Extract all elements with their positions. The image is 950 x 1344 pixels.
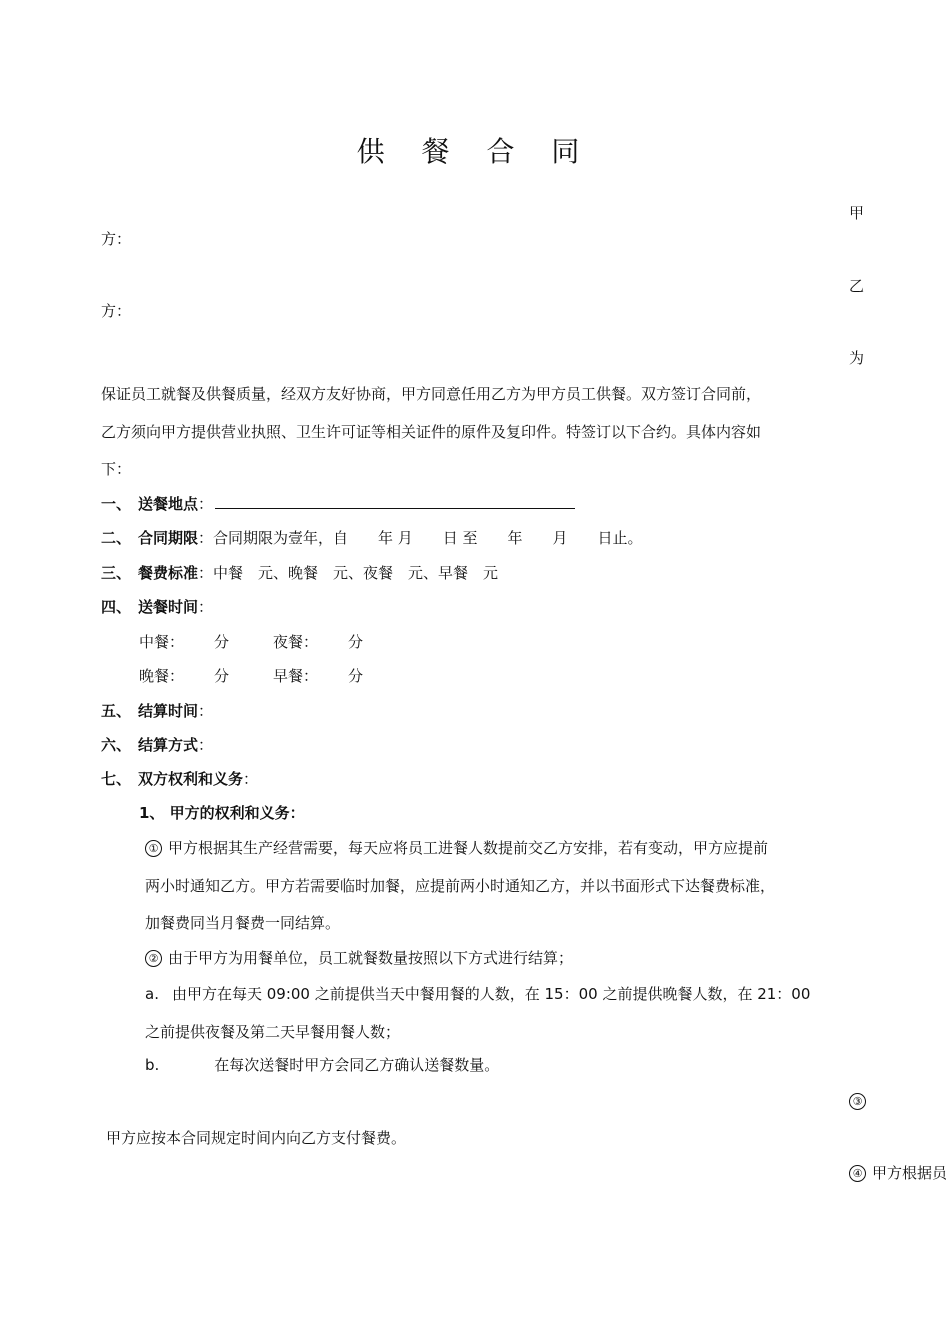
dinner-time-unit: 分 (214, 667, 230, 685)
clause-text: 甲方根据其生产经营需要，每天应将员工进餐人数提前交乙方安排，若有变动，甲方应提前 (168, 839, 769, 857)
clause-3-marker (849, 1091, 872, 1111)
clause-text: 甲方根据员 (872, 1164, 948, 1182)
lunch-time-label: 中餐： (139, 633, 185, 651)
clause-text: 由于甲方为用餐单位，员工就餐数量按照以下方式进行结算； (168, 949, 574, 967)
section-contract-term (101, 528, 643, 548)
night-time-label: 夜餐： (273, 633, 319, 651)
breakfast-time-unit: 分 (348, 667, 364, 685)
time-row-2 (139, 666, 363, 686)
document-title: 供 餐 合 同 (356, 135, 594, 168)
section-number: 一、 (101, 495, 132, 513)
clause-1-line-1 (145, 838, 768, 858)
section-meal-price (101, 563, 498, 583)
section-delivery-time (101, 597, 213, 617)
section-colon: ： (198, 702, 214, 720)
section-delivery-location (101, 494, 575, 514)
clause-1-line-2: 两小时通知乙方。甲方若需要临时加餐，应提前两小时通知乙方，并以书面形式下达餐费标准， (145, 877, 776, 895)
section-settlement-method (101, 735, 213, 755)
section-number: 五、 (101, 702, 132, 720)
item-b-text: 在每次送餐时甲方会同乙方确认送餐数量。 (214, 1056, 500, 1074)
clause-3-text: 甲方应按本合同规定时间内向乙方支付餐费。 (106, 1129, 407, 1147)
section-label: 结算方式 (138, 736, 199, 754)
section-settlement-time (101, 701, 213, 721)
item-a-line-2: 之前提供夜餐及第二天早餐用餐人数； (145, 1023, 401, 1041)
section-colon: ： (198, 736, 214, 754)
section-number: 七、 (101, 770, 132, 788)
delivery-location-blank[interactable] (215, 494, 575, 509)
circled-number-1: ① (145, 840, 162, 857)
circled-number-4: ④ (849, 1165, 866, 1182)
section-colon: ： (198, 598, 214, 616)
clause-2-line-1 (145, 948, 573, 968)
dinner-time-label: 晚餐： (139, 667, 185, 685)
party-a-label: 方： (101, 230, 132, 248)
night-time-unit: 分 (348, 633, 364, 651)
item-b-marker: b. (145, 1056, 160, 1074)
item-b (145, 1055, 499, 1075)
section-label: 结算时间 (138, 702, 199, 720)
section-label: 送餐地点 (138, 495, 199, 513)
section-label: 送餐时间 (138, 598, 199, 616)
circled-number-2: ② (145, 950, 162, 967)
intro-line-2: 乙方须向甲方提供营业执照、卫生许可证等相关证件的原件及复印件。特签订以下合约。具体内容如 (101, 423, 762, 441)
subsection-party-a-rights: 1、 甲方的权利和义务： (139, 804, 305, 822)
section-colon: ： (243, 770, 259, 788)
section-number: 四、 (101, 598, 132, 616)
section-label: 餐费标准 (138, 564, 199, 582)
section-label: 合同期限 (138, 529, 199, 547)
contract-term-text: ：合同期限为壹年，自 年 月 日 至 年 月 日止。 (198, 529, 643, 547)
section-label: 双方权利和义务 (138, 770, 244, 788)
circled-number-3: ③ (849, 1093, 866, 1110)
intro-line-3: 下： (101, 460, 132, 478)
party-b-label: 方： (101, 302, 132, 320)
party-b-char: 乙 (849, 277, 865, 295)
party-a-char: 甲 (849, 204, 865, 222)
item-a-marker: a. (145, 985, 159, 1003)
clause-4-line-1 (849, 1163, 947, 1183)
section-rights-obligations (101, 769, 258, 789)
section-number: 六、 (101, 736, 132, 754)
clause-1-line-3: 加餐费同当月餐费一同结算。 (145, 914, 341, 932)
lunch-time-unit: 分 (214, 633, 230, 651)
item-a-line-1 (145, 984, 810, 1004)
intro-char: 为 (849, 349, 865, 367)
meal-price-text: ：中餐 元、晚餐 元、夜餐 元、早餐 元 (198, 564, 499, 582)
section-number: 二、 (101, 529, 132, 547)
item-a-text: 由甲方在每天 09:00 之前提供当天中餐用餐的人数，在 15：00 之前提供晚餐人数，在 21：00 (171, 985, 811, 1003)
time-row-1 (139, 632, 363, 652)
section-number: 三、 (101, 564, 132, 582)
intro-line-1: 保证员工就餐及供餐质量，经双方友好协商，甲方同意任用乙方为甲方员工供餐。双方签订合同前， (101, 385, 762, 403)
breakfast-time-label: 早餐： (273, 667, 319, 685)
section-colon: ： (198, 495, 214, 513)
